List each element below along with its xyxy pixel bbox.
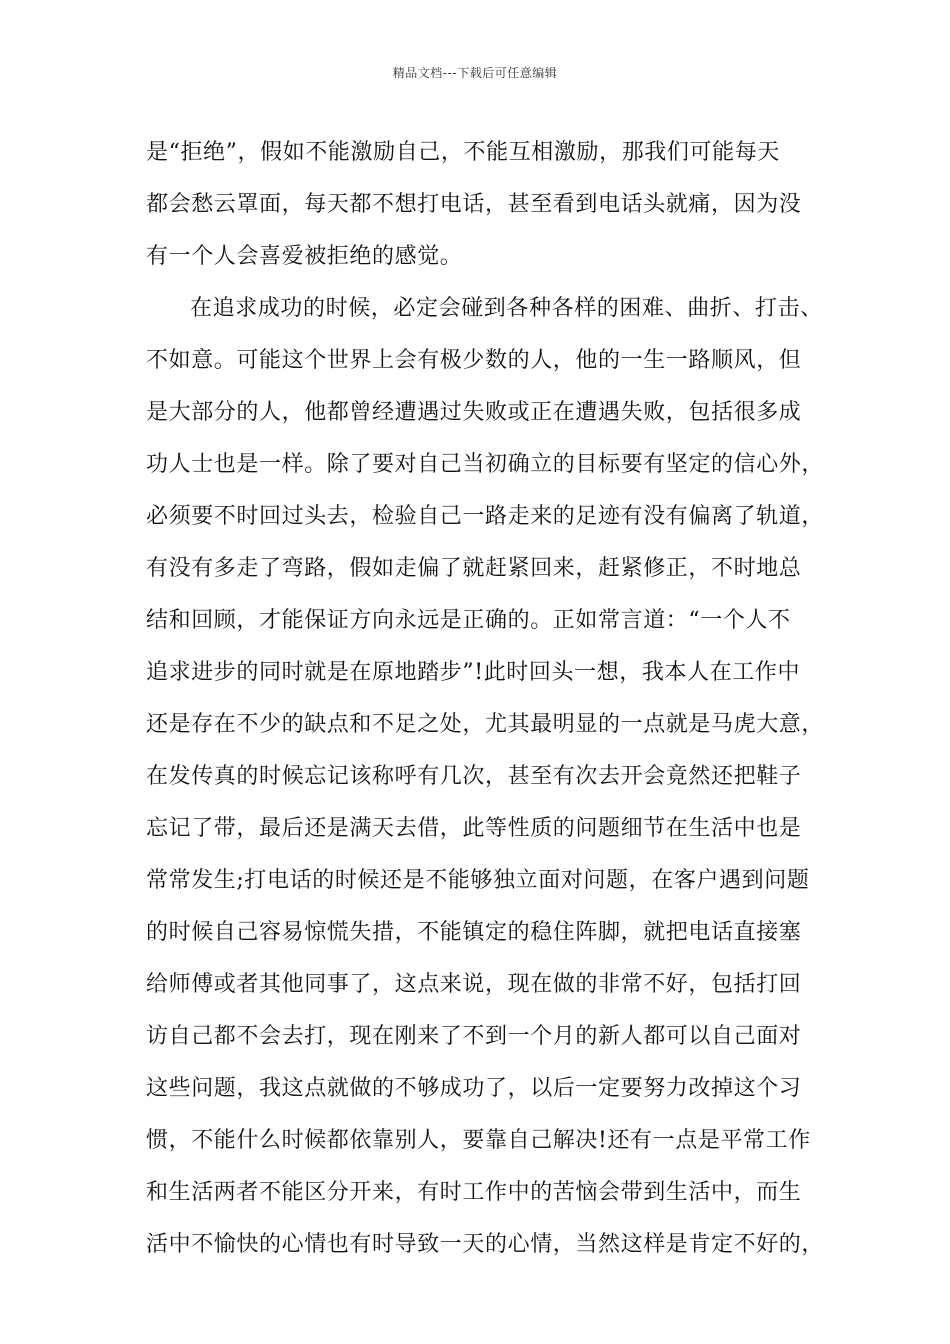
text-line: 惯，不能什么时候都依靠别人，要靠自己解决!还有一点是平常工作 [146, 1128, 811, 1153]
document-body [146, 127, 826, 1271]
text-line: 追求进步的同时就是在原地踏步”!此时回头一想，我本人在工作中 [146, 660, 801, 685]
text-line: 活中不愉快的心情也有时导致一天的心情，当然这样是肯定不好的， [146, 1232, 825, 1257]
text-line: 和生活两者不能区分开来，有时工作中的苦恼会带到生活中，而生 [146, 1180, 802, 1205]
text-line: 都会愁云罩面，每天都不想打电话，甚至看到电话头就痛，因为没 [146, 192, 802, 217]
text-line: 的时候自己容易惊慌失措，不能镇定的稳住阵脚，就把电话直接塞 [146, 920, 802, 945]
paragraph-1 [146, 127, 826, 283]
text-line: 是大部分的人，他都曾经遭遇过失败或正在遭遇失败，包括很多成 [146, 400, 802, 425]
text-line: 给师傅或者其他同事了，这点来说，现在做的非常不好，包括打回 [146, 972, 802, 997]
text-line: 结和回顾，才能保证方向永远是正确的。正如常言道：“一个人不 [146, 608, 791, 633]
text-line: 还是存在不少的缺点和不足之处，尤其最明显的一点就是马虎大意， [146, 712, 825, 737]
text-line: 有没有多走了弯路，假如走偏了就赶紧回来，赶紧修正，不时地总 [146, 556, 802, 581]
text-line: 必须要不时回过头去，检验自己一路走来的足迹有没有偏离了轨道， [146, 504, 825, 529]
page-header: 精品文档---下载后可任意编辑 [392, 66, 558, 80]
text-line: 常常发生;打电话的时候还是不能够独立面对问题，在客户遇到问题 [146, 868, 810, 893]
text-line: 忘记了带，最后还是满天去借，此等性质的问题细节在生活中也是 [146, 816, 802, 841]
text-line: 是“拒绝”，假如不能激励自己，不能互相激励，那我们可能每天 [146, 140, 780, 165]
paragraph-2 [146, 283, 826, 1271]
text-line: 功人士也是一样。除了要对自己当初确立的目标要有坚定的信心外， [146, 452, 825, 477]
text-line: 不如意。可能这个世界上会有极少数的人，他的一生一路顺风，但 [146, 348, 802, 373]
text-line: 这些问题，我这点就做的不够成功了，以后一定要努力改掉这个习 [146, 1076, 802, 1101]
text-line: 访自己都不会去打，现在刚来了不到一个月的新人都可以自己面对 [146, 1024, 802, 1049]
text-line: 在追求成功的时候，必定会碰到各种各样的困难、曲折、打击、 [190, 296, 823, 321]
text-line: 在发传真的时候忘记该称呼有几次，甚至有次去开会竟然还把鞋子 [146, 764, 802, 789]
text-line: 有一个人会喜爱被拒绝的感觉。 [146, 244, 463, 269]
